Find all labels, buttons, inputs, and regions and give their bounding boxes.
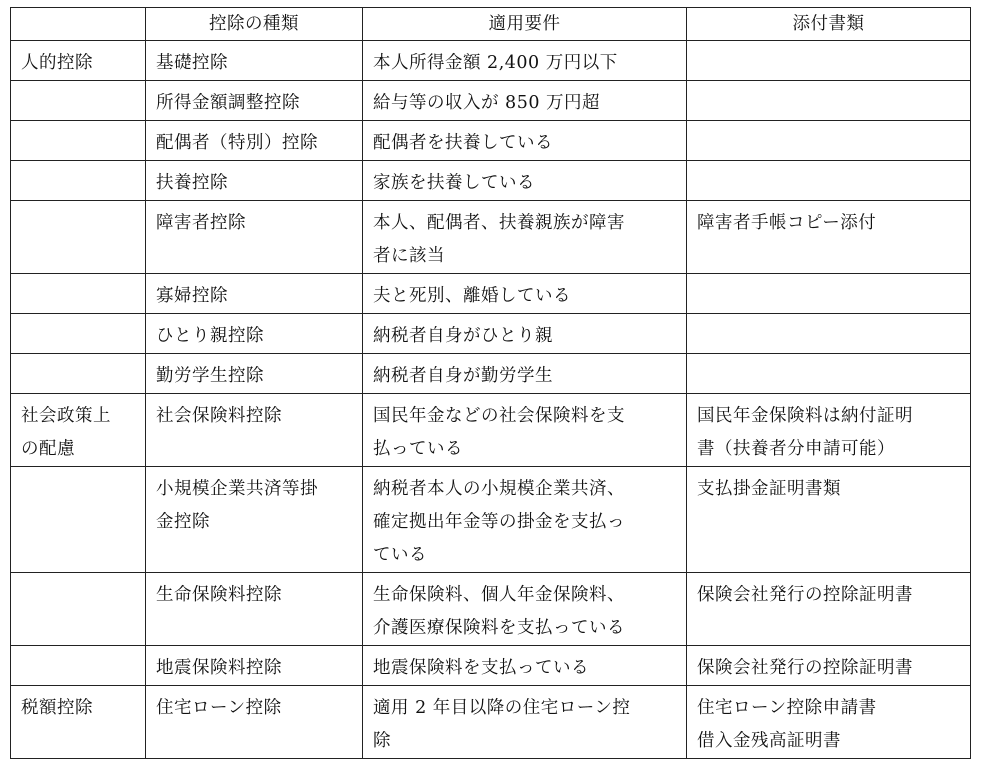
cell-attachment	[687, 121, 971, 161]
cell-type	[146, 646, 363, 686]
cell-category	[11, 121, 146, 161]
header-row	[11, 8, 971, 41]
requirement-text: 払っている	[373, 439, 463, 459]
cell-requirement	[363, 41, 687, 81]
cell-category	[11, 686, 146, 759]
cell-category	[11, 314, 146, 354]
cell-attachment	[687, 41, 971, 81]
cell-type	[146, 354, 363, 394]
attachment-text: 障害者手帳コピー添付	[697, 213, 877, 233]
category-text: の配慮	[21, 439, 75, 459]
table-body	[11, 41, 971, 759]
cell-attachment	[687, 81, 971, 121]
type-text: 社会保険料控除	[156, 406, 282, 426]
cell-category	[11, 394, 146, 467]
cell-attachment	[687, 686, 971, 759]
type-text: ひとり親控除	[156, 326, 264, 346]
type-text: 扶養控除	[156, 173, 228, 193]
cell-category	[11, 41, 146, 81]
cell-type	[146, 274, 363, 314]
table-row	[11, 394, 971, 467]
type-text: 金控除	[156, 512, 210, 532]
cell-type	[146, 201, 363, 274]
requirement-text: 納税者自身が勤労学生	[373, 366, 553, 386]
requirement-text: 国民年金などの社会保険料を支	[373, 406, 625, 426]
header-cell-category	[11, 8, 146, 41]
type-text: 障害者控除	[156, 213, 246, 233]
table-row	[11, 161, 971, 201]
table-row	[11, 81, 971, 121]
attachment-text: 書（扶養者分申請可能）	[697, 439, 895, 459]
type-text: 基礎控除	[156, 53, 228, 73]
requirement-text: 家族を扶養している	[373, 173, 535, 193]
cell-attachment	[687, 161, 971, 201]
cell-category	[11, 274, 146, 314]
requirement-text: 生命保険料、個人年金保険料、	[373, 585, 625, 605]
cell-type	[146, 686, 363, 759]
cell-type	[146, 314, 363, 354]
requirement-text: 除	[373, 731, 391, 751]
cell-requirement	[363, 394, 687, 467]
cell-requirement	[363, 646, 687, 686]
cell-requirement	[363, 573, 687, 646]
cell-category	[11, 81, 146, 121]
cell-attachment	[687, 274, 971, 314]
type-text: 所得金額調整控除	[156, 93, 300, 113]
cell-attachment	[687, 646, 971, 686]
requirement-text: 納税者本人の小規模企業共済、	[373, 479, 625, 499]
requirement-text: 地震保険料を支払っている	[373, 658, 589, 678]
table-row	[11, 274, 971, 314]
attachment-text: 保険会社発行の控除証明書	[697, 585, 913, 605]
type-text: 配偶者（特別）控除	[156, 133, 318, 153]
header-cell-type: 控除の種類	[146, 8, 363, 41]
requirement-text: 本人所得金額 2,400 万円以下	[373, 53, 618, 73]
cell-attachment	[687, 201, 971, 274]
cell-requirement	[363, 354, 687, 394]
cell-attachment	[687, 467, 971, 573]
header-cell-requirement: 適用要件	[363, 8, 687, 41]
cell-attachment	[687, 354, 971, 394]
attachment-text: 支払掛金証明書類	[697, 479, 841, 499]
cell-type	[146, 161, 363, 201]
cell-type	[146, 467, 363, 573]
requirement-text: 適用 2 年目以降の住宅ローン控	[373, 698, 631, 718]
cell-category	[11, 161, 146, 201]
cell-requirement	[363, 274, 687, 314]
table-row	[11, 121, 971, 161]
requirement-text: 納税者自身がひとり親	[373, 326, 553, 346]
attachment-text: 借入金残高証明書	[697, 731, 841, 751]
table-row	[11, 573, 971, 646]
cell-type	[146, 81, 363, 121]
category-text: 税額控除	[21, 698, 93, 718]
cell-attachment	[687, 573, 971, 646]
cell-requirement	[363, 467, 687, 573]
cell-attachment	[687, 314, 971, 354]
header-cell-attachment: 添付書類	[687, 8, 971, 41]
category-text: 社会政策上	[21, 406, 111, 426]
requirement-text: ている	[373, 545, 427, 565]
requirement-text: 者に該当	[373, 246, 445, 266]
requirement-text: 配偶者を扶養している	[373, 133, 553, 153]
type-text: 小規模企業共済等掛	[156, 479, 318, 499]
cell-category	[11, 467, 146, 573]
cell-requirement	[363, 121, 687, 161]
type-text: 地震保険料控除	[156, 658, 282, 678]
cell-attachment	[687, 394, 971, 467]
attachment-text: 保険会社発行の控除証明書	[697, 658, 913, 678]
cell-requirement	[363, 201, 687, 274]
requirement-text: 本人、配偶者、扶養親族が障害	[373, 213, 625, 233]
type-text: 住宅ローン控除	[156, 698, 282, 718]
cell-category	[11, 646, 146, 686]
deductions-table	[10, 7, 971, 759]
cell-requirement	[363, 81, 687, 121]
category-text: 人的控除	[21, 53, 93, 73]
requirement-text: 介護医療保険料を支払っている	[373, 618, 625, 638]
type-text: 勤労学生控除	[156, 366, 264, 386]
requirement-text: 夫と死別、離婚している	[373, 286, 571, 306]
requirement-text: 確定拠出年金等の掛金を支払っ	[373, 512, 625, 532]
cell-requirement	[363, 314, 687, 354]
cell-category	[11, 201, 146, 274]
cell-requirement	[363, 686, 687, 759]
attachment-text: 住宅ローン控除申請書	[697, 698, 877, 718]
type-text: 生命保険料控除	[156, 585, 282, 605]
type-text: 寡婦控除	[156, 286, 228, 306]
attachment-text: 国民年金保険料は納付証明	[697, 406, 913, 426]
table-row	[11, 41, 971, 81]
cell-category	[11, 573, 146, 646]
cell-type	[146, 121, 363, 161]
table-row	[11, 646, 971, 686]
cell-type	[146, 573, 363, 646]
requirement-text: 給与等の収入が 850 万円超	[373, 93, 601, 113]
cell-type	[146, 394, 363, 467]
table-row	[11, 467, 971, 573]
cell-requirement	[363, 161, 687, 201]
table-row	[11, 354, 971, 394]
cell-category	[11, 354, 146, 394]
cell-type	[146, 41, 363, 81]
table-row	[11, 686, 971, 759]
table-row	[11, 201, 971, 274]
table-row	[11, 314, 971, 354]
